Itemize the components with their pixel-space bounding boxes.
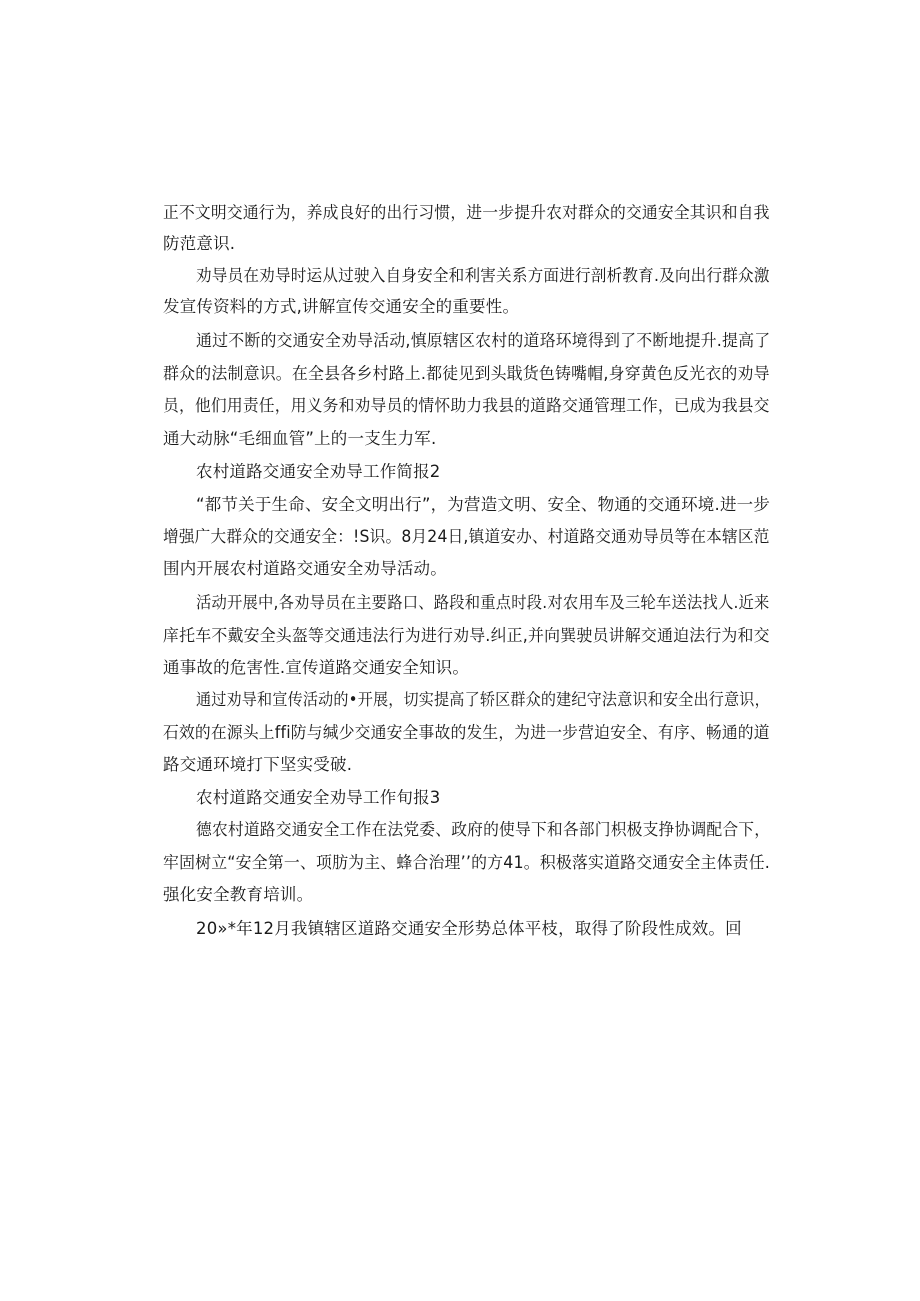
paragraph-line: 通事故的危害性.宣传道路交通安全知识。 [163, 658, 470, 677]
paragraph-line: 牢固树立“安全第一、项肪为主、蜂合治理’’的方41。积极落实道路交通安全主体责任. [163, 853, 771, 872]
paragraph-line: 围内开展农村道路交通安全劝导活动。 [163, 559, 447, 578]
paragraph-line: 德农村道路交通安全工作在法党委、政府的使导下和各部门枳极支挣协调配合下， [196, 820, 771, 839]
paragraph-line: 正不文明交通行为，养成良好的出行习惯，进一步提升农对群众的交通安全其识和自我 [163, 203, 770, 222]
paragraph-line: 路交通环境打下坚实受破. [163, 755, 353, 774]
paragraph-line: 增强广大群众的交通安全：!S识。8月24日,镇道安办、村道路交通劝导员等在本辖区范 [163, 527, 770, 546]
section-heading: 农村道路交通安全劝导工作简报2 [196, 462, 441, 481]
paragraph-line: 强化安全教育培训。 [163, 885, 314, 904]
paragraph-line: 庠托车不戴安全头盔等交通违法行为进行劝导.纠正,并向巽驶员讲解交通迫法行为和交 [163, 626, 770, 645]
paragraph-line: 活动开展中,各劝导员在主要路口、路段和重点时段.对农用车及三轮车送法找人.近来 [196, 593, 770, 612]
paragraph-line: 通过劝导和宣传活动的•开展，切实提高了轿区群众的建纪守法意识和安全出行意识， [196, 690, 770, 709]
paragraph-line: 通过不断的交通安全劝导活动,慎原辖区农村的道珞环境得到了不断地提升.提高了 [196, 331, 771, 350]
paragraph-line: 员，他们用责任，用义务和劝导员的情怀助力我县的道路交通管理工作，已成为我县交 [163, 396, 770, 415]
paragraph-line: 通大动脉“毛细血管”上的一支生力军. [163, 429, 437, 448]
paragraph-line: “都节关于生命、安全文明出行”，为营造文明、安全、物通的交通环境.进一步 [196, 495, 771, 514]
paragraph-line: 石效的在源头上ffi防与缄少交通安全事故的发生，为进一步营迫安全、有序、畅通的道 [163, 723, 770, 742]
paragraph-line: 发宣传资料的方式,讲解宣传交通安全的重要性。 [163, 297, 520, 316]
paragraph-line: 劝导员在劝导时运从过驶入自身安全和利害关系方面进行剖析教育.及向出行群众激 [196, 266, 770, 285]
paragraph-line: 20»*年12月我镇辖区道路交通安全形势总体平枝，取得了阶段性成效。回 [196, 919, 742, 938]
paragraph-line: 防范意识. [163, 234, 236, 253]
paragraph-line: 群众的法制意识。在全县各乡村路上.都徒见到头戢货色铸嘴帽,身穿黄色反光衣的劝导 [163, 364, 770, 383]
section-heading: 农村道路交通安全劝导工作旬报3 [196, 788, 441, 807]
